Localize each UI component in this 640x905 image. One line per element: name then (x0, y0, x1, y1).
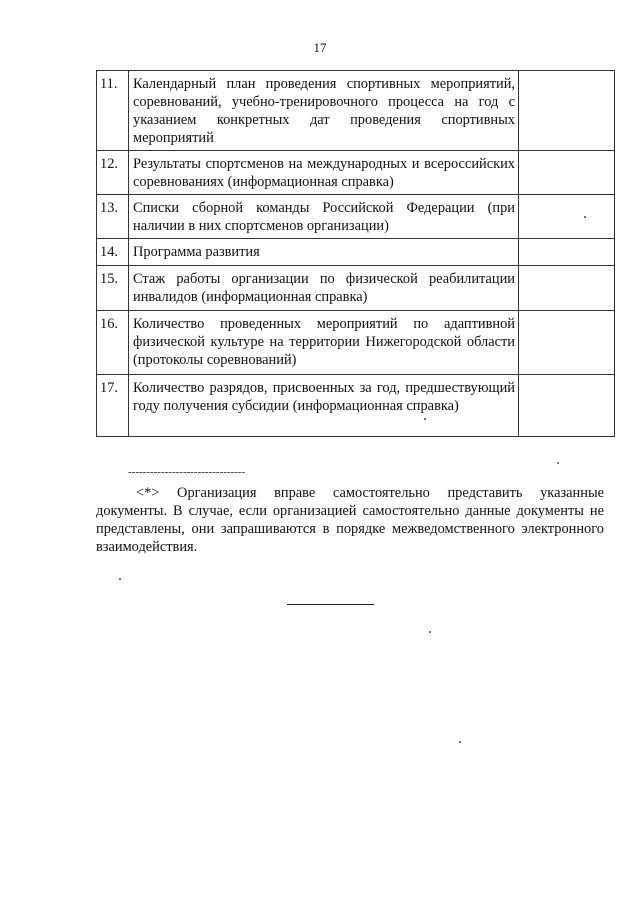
scan-speck (424, 418, 426, 420)
table-row (97, 311, 615, 375)
table-row (97, 375, 615, 437)
table-row (97, 151, 615, 195)
scan-speck (557, 462, 559, 464)
scan-speck (119, 578, 121, 580)
table-row (97, 239, 615, 266)
row-description: Списки сборной команды Российской Федерации (при наличии в них спортсменов организации) (129, 195, 519, 239)
row-description: Календарный план проведения спортивных мероприятий, соревнований, учебно-тренировочного процесса на год с указанием конкретных дат проведения спортивных мероприятий (129, 71, 519, 151)
row-number: 11. (97, 71, 129, 151)
table-row (97, 266, 615, 311)
row-number: 12. (97, 151, 129, 195)
row-number: 13. (97, 195, 129, 239)
row-number: 16. (97, 311, 129, 375)
row-number: 14. (97, 239, 129, 266)
row-description: Программа развития (129, 239, 519, 266)
row-empty-cell (519, 266, 615, 311)
scan-speck (459, 741, 461, 743)
row-number: 15. (97, 266, 129, 311)
footnote-text: <*> Организация вправе самостоятельно представить указанные документы. В случае, если организацией самостоятельно данные документы не представлены, они запрашиваются в порядке межведомственного электронного взаимодействия. (96, 485, 604, 555)
row-empty-cell (519, 195, 615, 239)
end-of-document-line (287, 604, 374, 605)
row-number: 17. (97, 375, 129, 437)
row-description: Результаты спортсменов на международных и всероссийских соревнованиях (информационная справка) (129, 151, 519, 195)
row-empty-cell (519, 375, 615, 437)
row-empty-cell (519, 151, 615, 195)
row-description: Стаж работы организации по физической реабилитации инвалидов (информационная справка) (129, 266, 519, 311)
page-number: 17 (313, 40, 327, 55)
scan-speck (584, 216, 586, 218)
table-row (97, 195, 615, 239)
row-description: Количество разрядов, присвоенных за год, предшествующий году получения субсидии (информационная справка) (129, 375, 519, 437)
table-row (97, 71, 615, 151)
footnote-separator: -------------------------------- (128, 466, 246, 478)
documents-table (96, 70, 615, 437)
scan-speck (429, 631, 431, 633)
row-empty-cell (519, 71, 615, 151)
row-empty-cell (519, 239, 615, 266)
row-description: Количество проведенных мероприятий по адаптивной физической культуре на территории Нижегородской области (протоколы соревнований) (129, 311, 519, 375)
row-empty-cell (519, 311, 615, 375)
